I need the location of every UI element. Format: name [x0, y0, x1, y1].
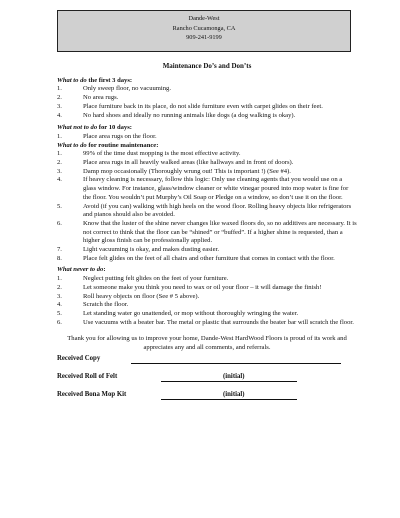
- list-item-text: Roll heavy objects on floor (See # 5 above).: [83, 292, 200, 300]
- list-item: [57, 103, 357, 112]
- company-location: Rancho Cucamonga, CA: [172, 24, 236, 32]
- list-item-number: 4.: [57, 111, 62, 119]
- list-item: [57, 203, 357, 220]
- list-item-text: 99% of the time dust mopping is the most effective activity.: [83, 150, 241, 158]
- list-item-number: 7.: [57, 246, 62, 254]
- section-heading-bold: :: [103, 266, 106, 274]
- list-item-number: 2.: [57, 283, 62, 291]
- list-item-text: Use vacuums with a beater bar. The metal or plastic that surrounds the beater bar will scratch the floor.: [83, 318, 354, 326]
- document-body: [57, 62, 357, 401]
- list-item: [57, 94, 357, 103]
- company-phone: 909-241-9199: [186, 34, 222, 41]
- list-item-number: 2.: [57, 159, 62, 167]
- section-heading-first-3-days: [57, 77, 357, 86]
- list-item: [57, 220, 357, 246]
- list-item-text: Place area rugs in all heavily walked areas (like hallways and in front of doors).: [83, 159, 294, 167]
- list-item-text: Light vacuuming is okay, and makes dusting easier.: [83, 246, 219, 254]
- list-item: [57, 301, 357, 310]
- list-item-text: Let standing water go unattended, or mop without thoroughly wringing the water.: [83, 309, 299, 317]
- list-item-text: Damp mop occasionally (Thoroughly wrung out! This is important !) (See #4).: [83, 167, 291, 175]
- section-heading-italic: What to do: [57, 76, 87, 84]
- list-item-text: Place felt glides on the feet of all chairs and other furniture that comes in contact with the floor.: [83, 254, 335, 262]
- list-item-number: 5.: [57, 202, 62, 210]
- list-item-number: 1.: [57, 132, 62, 140]
- section-heading-never: [57, 266, 357, 275]
- signature-row-copy: [57, 355, 357, 365]
- list-item: [57, 159, 357, 168]
- list-item: [57, 112, 357, 121]
- list-item-number: 1.: [57, 150, 62, 158]
- signature-line[interactable]: [131, 363, 341, 364]
- list-item: [57, 310, 357, 319]
- list-item: [57, 133, 357, 142]
- company-header: [57, 10, 351, 52]
- list-item: [57, 176, 357, 202]
- list-item: [57, 284, 357, 293]
- list-item-text: No area rugs.: [83, 94, 119, 102]
- list-item-number: 4.: [57, 301, 62, 309]
- list-item: [57, 255, 357, 264]
- list-item: [57, 246, 357, 255]
- initial-label: (initial): [223, 390, 245, 398]
- list-item-number: 6.: [57, 219, 62, 227]
- initial-label: (initial): [223, 372, 245, 380]
- list-10-days: [57, 133, 357, 142]
- list-item: [57, 275, 357, 284]
- signature-row-felt: [57, 373, 357, 383]
- list-item-number: 4.: [57, 176, 62, 184]
- list-item: [57, 85, 357, 94]
- list-item-text: Let someone make you think you need to wax or oil your floor – it will damage the finish!: [83, 283, 322, 291]
- list-routine-maintenance: [57, 150, 357, 263]
- company-name: Dande-West: [188, 15, 220, 22]
- section-heading-10-days: [57, 124, 357, 133]
- list-item: [57, 293, 357, 302]
- list-item: [57, 150, 357, 159]
- thank-you-note: Thank you for allowing us to improve your home, Dande-West HardWood Floors is proud of its work and appreciates any and all comments, and referrals.: [67, 335, 347, 352]
- list-item-number: 3.: [57, 167, 62, 175]
- received-copy-label: Received Copy: [57, 354, 101, 362]
- list-item-number: 5.: [57, 309, 62, 317]
- received-mop-label: Received Bona Mop Kit: [57, 390, 127, 398]
- list-item-text: No hard shoes and ideally no running animals like dogs (a dog walking is okay).: [83, 111, 296, 119]
- list-item-text: Scratch the floor.: [83, 301, 129, 309]
- section-heading-italic: What to do: [57, 141, 87, 149]
- signature-row-mop: [57, 391, 357, 401]
- list-item-text: Neglect putting felt glides on the feet of your furniture.: [83, 275, 229, 283]
- list-item: [57, 319, 357, 328]
- list-item-number: 1.: [57, 275, 62, 283]
- list-item-number: 1.: [57, 85, 62, 93]
- document-title: Maintenance Do’s and Don’ts: [162, 62, 252, 70]
- received-felt-label: Received Roll of Felt: [57, 372, 118, 380]
- list-item-number: 2.: [57, 94, 62, 102]
- list-first-3-days: [57, 85, 357, 120]
- list-item-text: Place area rugs on the floor.: [83, 132, 157, 140]
- list-item-text: If heavy cleaning is necessary, follow this logic: Only use cleaning agents that you would use on a glass window. For instance, glass/window cleaner or white vinegar poured into mop water is fine for the floor. You wouldn’t put Murphy’s Oil Soap or Pledge on a window, so don’t use it on the floor.: [83, 176, 349, 201]
- section-heading-bold: the first 3 days:: [88, 76, 133, 84]
- list-item-number: 3.: [57, 102, 62, 110]
- list-item-number: 8.: [57, 254, 62, 262]
- section-heading-italic: What not to do: [57, 124, 98, 132]
- list-item-text: Only sweep floor, no vacuuming.: [83, 85, 172, 93]
- list-never-do: [57, 275, 357, 327]
- list-item-text: Avoid (if you can) walking with high heels on the wood floor. Rolling heavy objects like refrigerators and pianos should also be avoided.: [83, 202, 352, 219]
- section-heading-routine: [57, 142, 357, 151]
- list-item-number: 3.: [57, 292, 62, 300]
- section-heading-italic: What never to do: [57, 266, 104, 274]
- list-item-number: 6.: [57, 318, 62, 326]
- list-item-text: Place furniture back in its place, do not slide furniture even with carpet glides on their feet.: [83, 102, 323, 110]
- list-item: [57, 168, 357, 177]
- section-heading-bold: for routine maintenance:: [88, 141, 159, 149]
- section-heading-bold: for 10 days:: [98, 124, 132, 132]
- list-item-text: Know that the luster of the shine never changes like waxed floors do, so no additives are necessary. It is not correct to think that the floor can be “shined” or “buffed”. If a higher shine is requested, than a higher gloss finish can be professionally applied.: [83, 219, 357, 245]
